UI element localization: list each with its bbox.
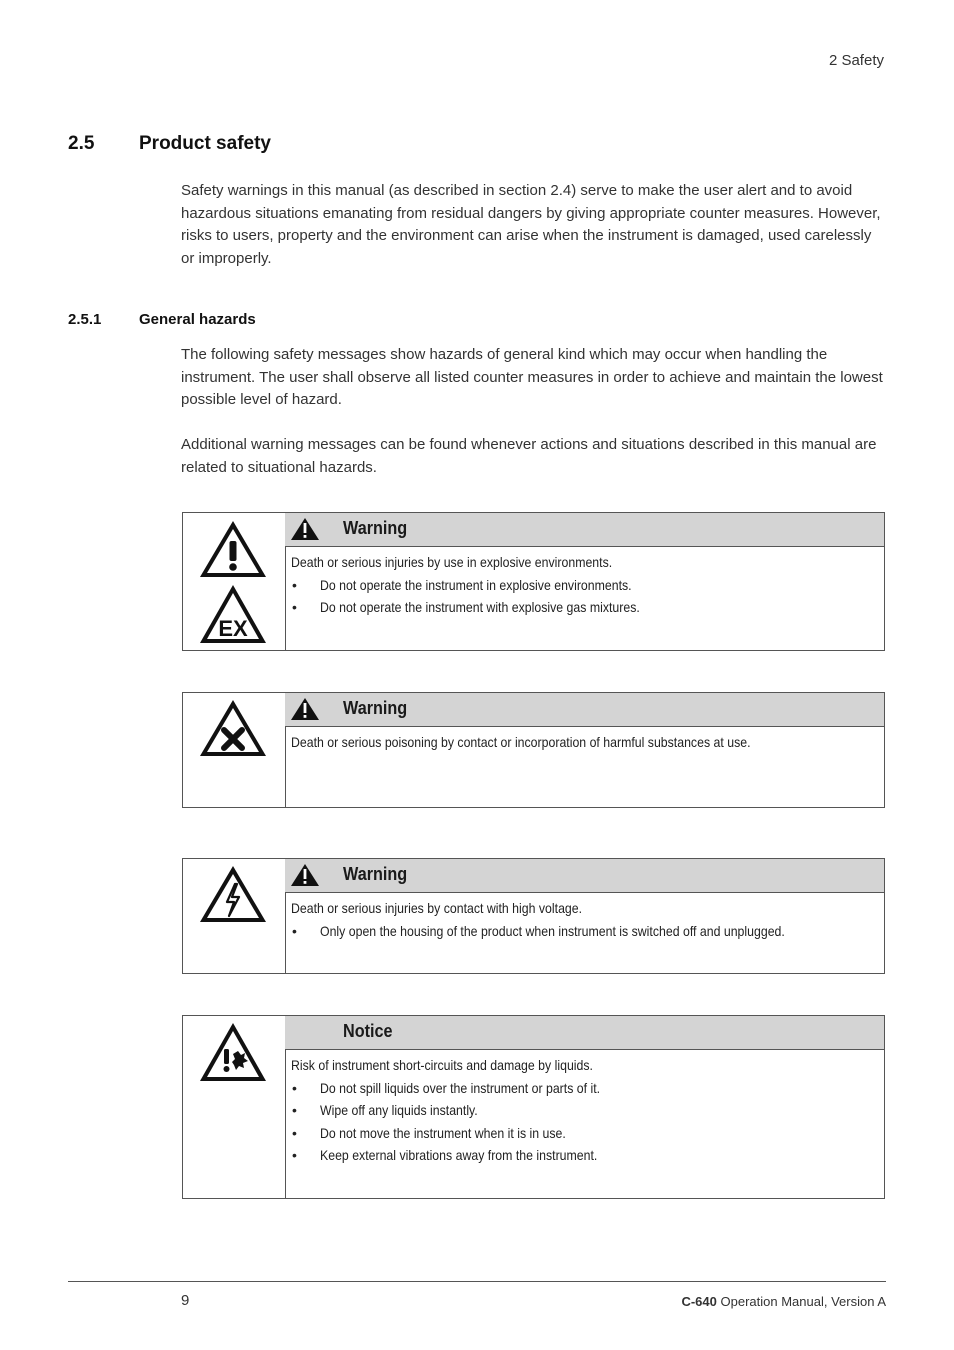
warning-header xyxy=(285,693,884,727)
warning-box-harmful xyxy=(182,692,885,808)
hazard-description: Death or serious poisoning by contact or incorporation of harmful substances at use. xyxy=(291,734,751,750)
signal-word: Warning xyxy=(343,864,408,884)
notice-box-liquids xyxy=(182,1015,885,1199)
warning-triangle-icon xyxy=(290,697,320,721)
product-name: C-640 xyxy=(681,1294,717,1309)
warning-header xyxy=(285,859,884,893)
bullet: • xyxy=(292,1102,297,1118)
warning-triangle-icon xyxy=(290,863,320,887)
signal-word: Warning xyxy=(343,518,408,538)
signal-word: Warning xyxy=(343,698,408,718)
subsection-number: 2.5.1 xyxy=(68,311,102,328)
warning-triangle-icon xyxy=(290,517,320,541)
bullet: • xyxy=(292,922,297,939)
footer-document-title xyxy=(681,1294,886,1309)
countermeasure-item: • Only open the housing of the product when instrument is switched off and unplugged. xyxy=(291,920,876,943)
high-voltage-icon xyxy=(198,864,268,924)
notice-body xyxy=(291,1054,876,1167)
warning-body xyxy=(291,731,876,754)
subsection-paragraph-1: The following safety messages show hazards of general kind which may occur when handling the instrument. The user shall observe all listed counter measures in order to achieve and maintain the lowest possible level of hazard. xyxy=(181,346,883,408)
section-paragraph: Safety warnings in this manual (as described in section 2.4) serve to make the user alert and to avoid hazardous situations emanating from residual dangers by giving appropriate counter measures. However, risks to users, property and the environment can arise when the instrument is damaged, used carelessly or improperly. xyxy=(181,182,881,267)
hazard-icon-column xyxy=(183,693,286,807)
warning-body xyxy=(291,897,876,942)
instrument-damage-icon xyxy=(198,1021,268,1083)
bullet: • xyxy=(292,1147,297,1163)
bullet: • xyxy=(292,1079,297,1096)
running-header: 2 Safety xyxy=(828,52,884,69)
countermeasure-item: • Do not spill liquids over the instrument or parts of it. xyxy=(291,1077,876,1100)
countermeasure-item: • Do not move the instrument when it is in use. xyxy=(291,1122,876,1145)
countermeasure-item: • Wipe off any liquids instantly. xyxy=(291,1099,876,1122)
footer-divider xyxy=(68,1281,886,1282)
manual-version: Operation Manual, Version A xyxy=(716,1294,886,1309)
hazard-icon-column xyxy=(183,859,286,973)
hazard-icon-column xyxy=(183,513,286,650)
warning-header xyxy=(285,513,884,547)
bullet: • xyxy=(292,1124,297,1141)
explosive-atmosphere-icon xyxy=(198,583,268,645)
general-warning-icon xyxy=(198,519,268,579)
countermeasure-list xyxy=(291,920,876,943)
countermeasure-item: • Do not operate the instrument in explosive environments. xyxy=(291,574,876,597)
countermeasure-item: • Keep external vibrations away from the instrument. xyxy=(291,1144,876,1167)
hazard-icon-column xyxy=(183,1016,286,1198)
page-number: 9 xyxy=(181,1292,190,1309)
countermeasure-list xyxy=(291,574,876,619)
countermeasure-item: • Do not operate the instrument with explosive gas mixtures. xyxy=(291,596,876,619)
warning-body xyxy=(291,551,876,619)
hazard-description: Death or serious injuries by use in explosive environments. xyxy=(291,554,613,570)
warning-box-explosive xyxy=(182,512,885,651)
notice-header xyxy=(285,1016,884,1050)
signal-word: Notice xyxy=(343,1021,393,1041)
bullet: • xyxy=(292,576,297,593)
svg-text:EX: EX xyxy=(218,616,248,641)
hazard-description: Death or serious injuries by contact with high voltage. xyxy=(291,900,583,916)
harmful-substance-icon xyxy=(198,698,268,758)
hazard-description: Risk of instrument short-circuits and damage by liquids. xyxy=(291,1057,593,1073)
subsection-paragraph-2: Additional warning messages can be found whenever actions and situations described in this manual are related to situational hazards. xyxy=(181,436,877,476)
subsection-title: General hazards xyxy=(139,311,256,328)
section-number: 2.5 xyxy=(68,133,95,154)
section-title: Product safety xyxy=(139,133,271,154)
countermeasure-list xyxy=(291,1077,876,1167)
bullet: • xyxy=(292,599,297,615)
warning-box-voltage xyxy=(182,858,885,974)
